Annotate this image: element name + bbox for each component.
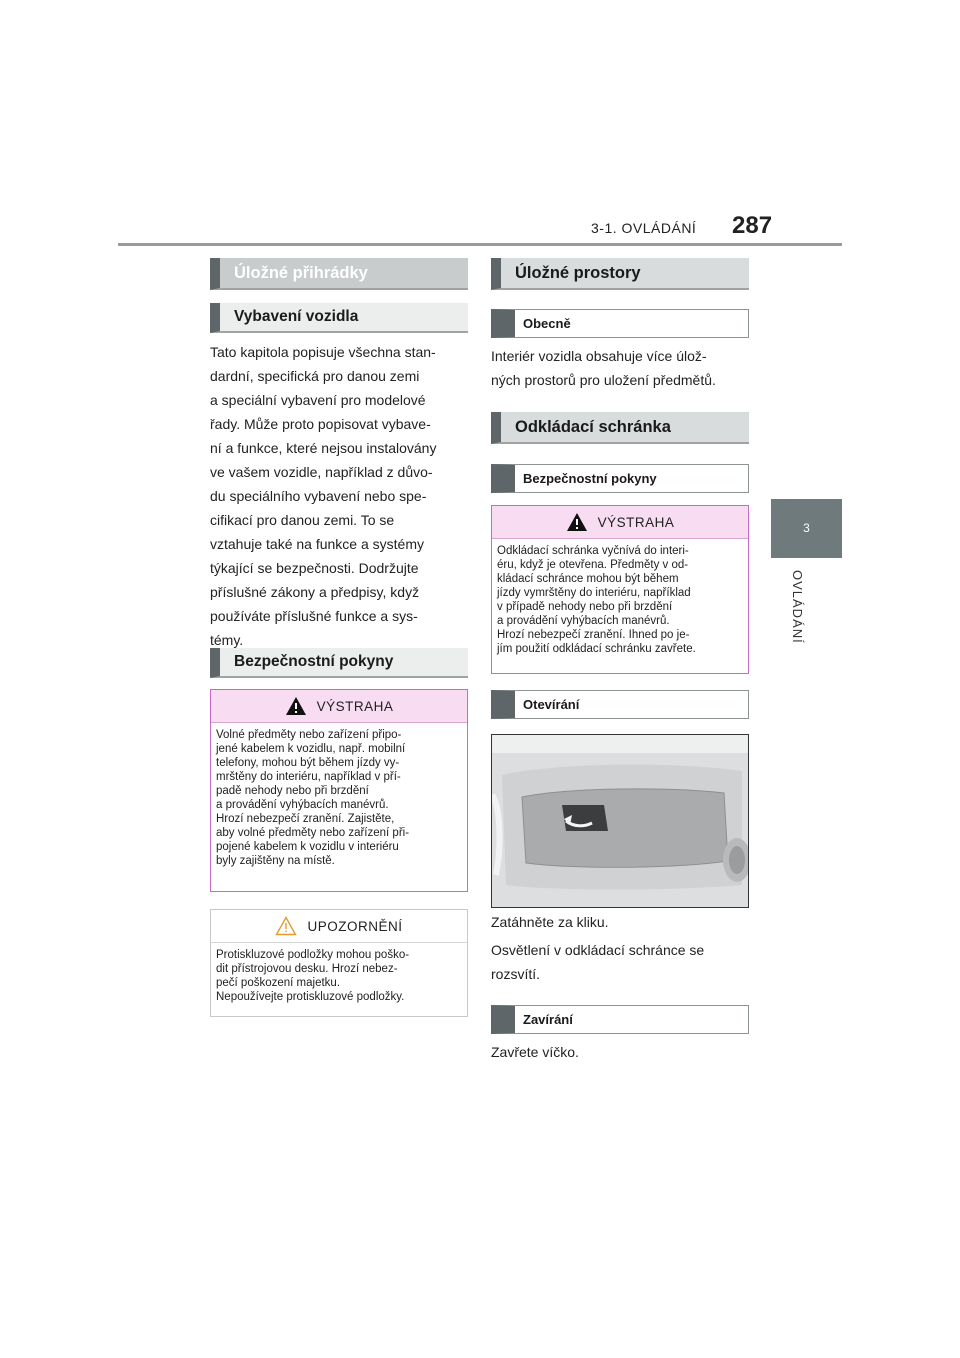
- chapter-label: OVLÁDÁNÍ: [790, 570, 805, 644]
- notice-line: dit přístrojovou desku. Hrozí nebez-: [216, 963, 398, 975]
- closing-line: Zavřete víčko.: [491, 1044, 579, 1060]
- warning-line: telefony, mohou být během jízdy vy-: [216, 757, 400, 769]
- heading-storage-spaces: Úložné prostory: [491, 258, 749, 290]
- warning-line: a provádění vyhýbacích manévrů.: [216, 799, 389, 811]
- warning-line: jím použití odkládací schránku zavřete.: [497, 643, 696, 655]
- warning-line: jízdy vymrštěny do interiéru, například: [497, 587, 691, 599]
- warning-line: mrštěny do interiéru, například v pří-: [216, 771, 401, 783]
- intro-line: týkající se bezpečnosti. Dodržujte: [210, 560, 419, 576]
- heading-safety-right: Bezpečnostní pokyny: [491, 464, 749, 493]
- header-divider: [118, 243, 842, 246]
- warning-line: padě nehody nebo při brzdění: [216, 785, 369, 797]
- intro-line: du speciálního vybavení nebo spe-: [210, 488, 427, 504]
- section-title: 3-1. OVLÁDÁNÍ: [591, 220, 697, 236]
- intro-line: příslušné zákony a předpisy, když: [210, 584, 420, 600]
- intro-paragraph: [210, 340, 472, 652]
- notice-box: [210, 909, 468, 1017]
- heading-general: Obecně: [491, 309, 749, 338]
- warning-line: aby volné předměty nebo zařízení při-: [216, 827, 410, 839]
- intro-line: dardní, specifická pro danou zemi: [210, 368, 420, 384]
- glovebox-illustration: [492, 735, 749, 908]
- intro-line: ní a funkce, které nejsou instalovány: [210, 440, 437, 456]
- intro-line: používáte příslušné funkce a sys-: [210, 608, 418, 624]
- warning-line: éru, když je otevřena. Předměty v od-: [497, 559, 689, 571]
- heading-safety-left: Bezpečnostní pokyny: [210, 648, 468, 678]
- warning-box-right: [491, 505, 749, 674]
- warning-triangle-icon: [566, 512, 588, 532]
- warning-line: Hrozí nebezpečí zranění. Ihned po je-: [497, 629, 690, 641]
- intro-line: vztahuje také na funkce a systémy: [210, 536, 424, 552]
- intro-line: a speciální vybavení pro modelové: [210, 392, 426, 408]
- notice-header: [211, 910, 467, 943]
- warning-header: [492, 506, 748, 539]
- warning-title: VÝSTRAHA: [316, 698, 394, 714]
- opening-paragraph: [491, 910, 753, 986]
- closing-paragraph: [491, 1040, 753, 1064]
- intro-line: Tato kapitola popisuje všechna stan-: [210, 344, 436, 360]
- warning-line: a provádění vyhýbacích manévrů.: [497, 615, 670, 627]
- warning-text: [211, 723, 467, 868]
- notice-line: Protiskluzové podložky mohou poško-: [216, 949, 410, 961]
- opening-line: rozsvítí.: [491, 966, 541, 982]
- warning-line: Volné předměty nebo zařízení připo-: [216, 729, 402, 741]
- warning-line: pojené kabelem k vozidlu v interiéru: [216, 841, 399, 853]
- general-line: ných prostorů pro uložení předmětů.: [491, 372, 716, 388]
- warning-line: jené kabelem k vozidlu, např. mobilní: [216, 743, 406, 755]
- glovebox-photo: [491, 734, 749, 908]
- page-number: 287: [732, 212, 773, 239]
- heading-opening: Otevírání: [491, 690, 749, 719]
- opening-line: Zatáhněte za kliku.: [491, 914, 609, 930]
- notice-text: [211, 943, 467, 1004]
- intro-line: témy.: [210, 632, 244, 648]
- warning-text: [492, 539, 748, 656]
- warning-line: v případě nehody nebo při brzdění: [497, 601, 673, 613]
- warning-line: Odkládací schránka vyčnívá do interi-: [497, 545, 689, 557]
- notice-line: Nepoužívejte protiskluzové podložky.: [216, 991, 405, 1003]
- intro-line: ve vašem vozidle, například z důvo-: [210, 464, 433, 480]
- heading-storage-compartments-text: Úložné přihrádky: [234, 264, 368, 282]
- warning-box-left: [210, 689, 468, 892]
- general-line: Interiér vozidla obsahuje více úlož-: [491, 348, 707, 364]
- warning-header: [211, 690, 467, 723]
- heading-glovebox: Odkládací schránka: [491, 412, 749, 444]
- warning-title: VÝSTRAHA: [597, 514, 675, 530]
- heading-storage-compartments: [210, 258, 468, 290]
- intro-line: řady. Může proto popisovat vybave-: [210, 416, 431, 432]
- notice-title: UPOZORNĚNÍ: [307, 918, 403, 934]
- chapter-tab[interactable]: 3: [771, 499, 842, 558]
- heading-vehicle-equipment: Vybavení vozidla: [210, 303, 468, 333]
- opening-line: Osvětlení v odkládací schránce se: [491, 942, 705, 958]
- general-paragraph: [491, 344, 753, 392]
- intro-line: cifikací pro danou zemi. To se: [210, 512, 395, 528]
- heading-closing: Zavírání: [491, 1005, 749, 1034]
- notice-triangle-icon: [275, 916, 297, 936]
- warning-line: Hrozí nebezpečí zranění. Zajistěte,: [216, 813, 395, 825]
- warning-triangle-icon: [285, 696, 307, 716]
- notice-line: pečí poškození majetku.: [216, 977, 341, 989]
- warning-line: kládací schránce mohou být během: [497, 573, 679, 585]
- warning-line: byly zajištěny na místě.: [216, 855, 335, 867]
